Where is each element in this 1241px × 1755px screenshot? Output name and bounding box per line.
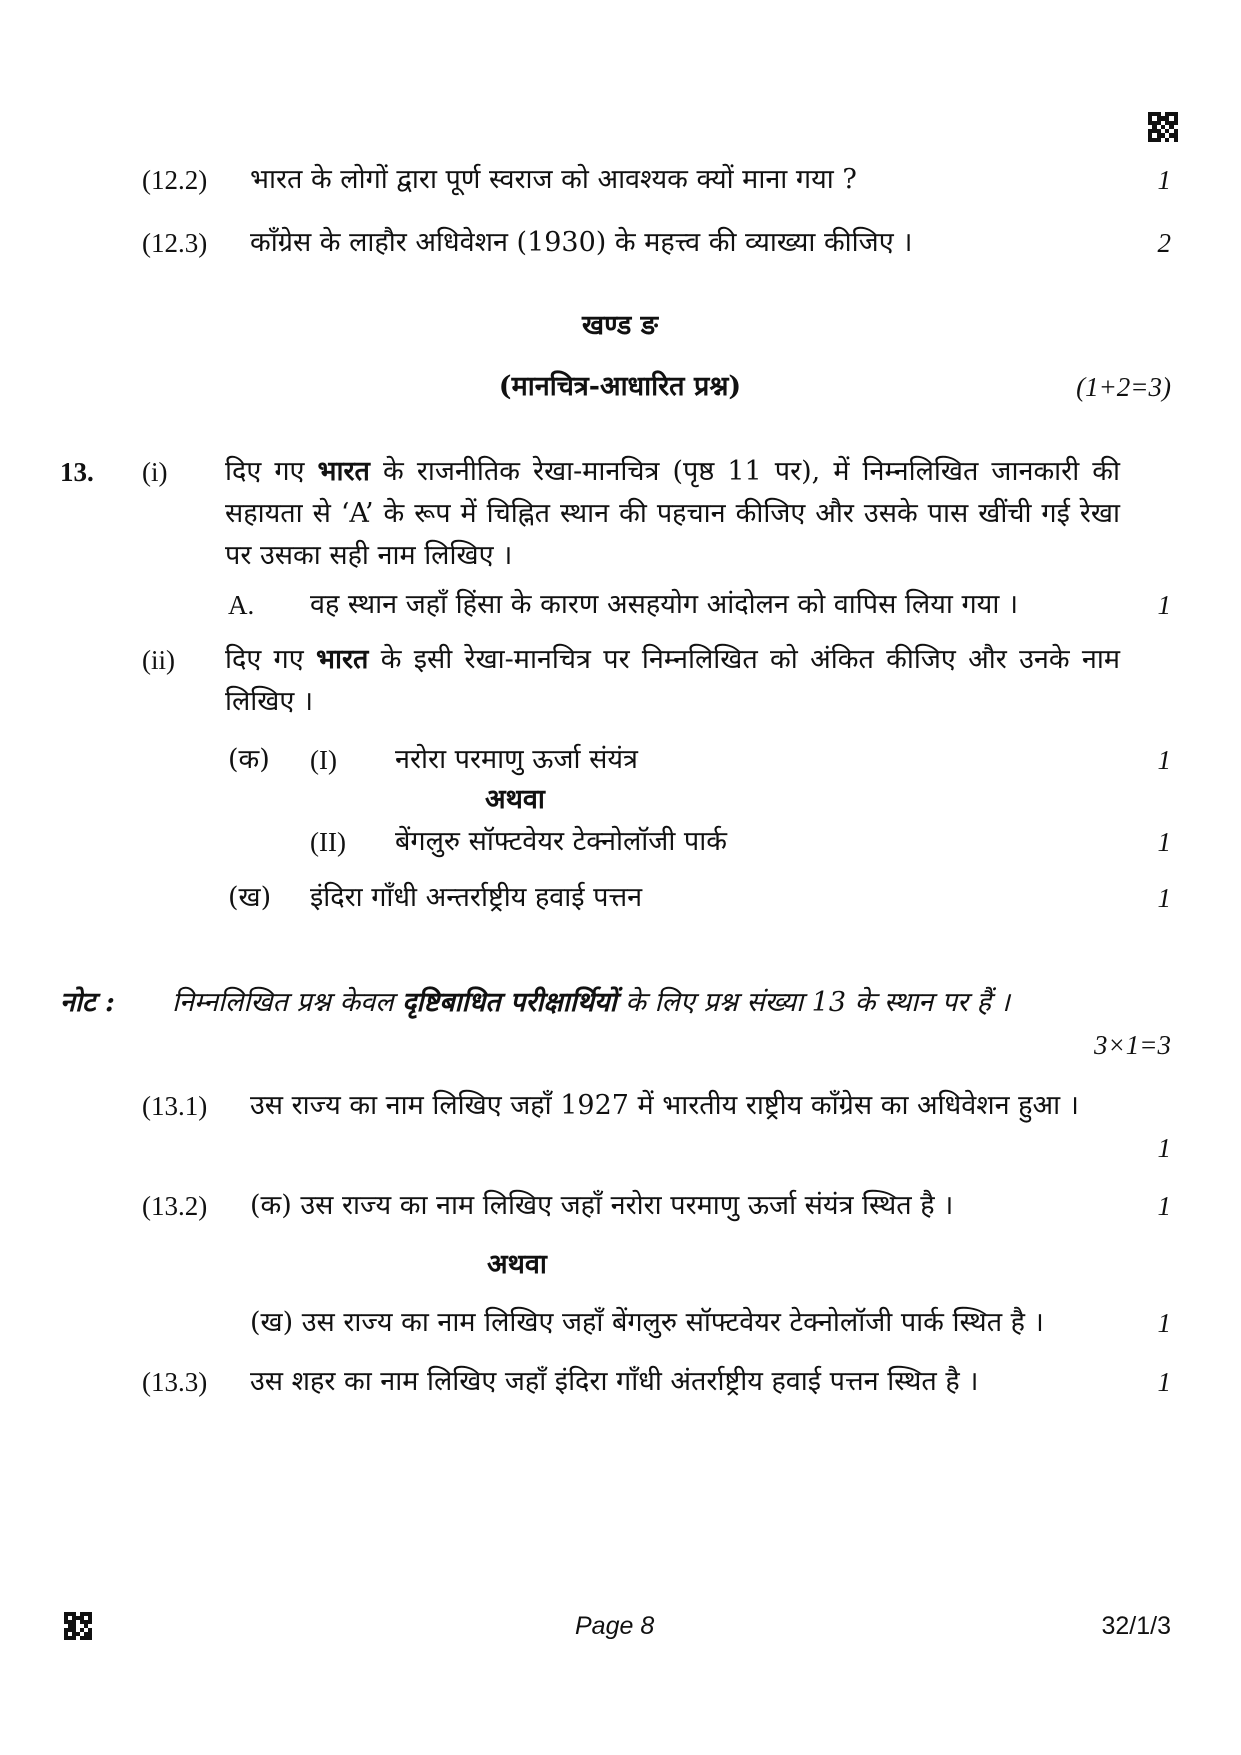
vi-13-3-text: उस शहर का नाम लिखिए जहाँ इंदिरा गाँधी अंतर्राष्ट्रीय हवाई पत्तन स्थित है ।: [250, 1366, 979, 1397]
q12-2-marks: 1: [1157, 165, 1171, 195]
page-number: Page 8: [575, 1612, 655, 1640]
q13-ka-ii-marks: 1: [1157, 827, 1171, 857]
note-marks: 3×1=3: [1094, 1030, 1171, 1060]
q13-kha-text: इंदिरा गाँधी अन्तर्राष्ट्रीय हवाई पत्तन: [310, 882, 643, 913]
note-label: नोट :: [60, 987, 115, 1018]
q13-ka-i-label: (I): [310, 745, 337, 775]
q13-athva: अथवा: [485, 784, 545, 815]
vi-13-2-number: (13.2): [142, 1191, 208, 1221]
qr-code-bottom-icon: [64, 1612, 92, 1640]
vi-13-2-kha-text: (ख) उस राज्य का नाम लिखिए जहाँ बेंगलुरु सॉफ्टवेयर टेक्नोलॉजी पार्क स्थित है ।: [250, 1307, 1044, 1338]
q12-2-number: (12.2): [142, 165, 208, 195]
vi-13-3-marks: 1: [1157, 1367, 1171, 1397]
q13-ka-label: (क): [228, 744, 270, 775]
q13-part-i-label: (i): [142, 457, 168, 487]
qr-code-top-icon: [1148, 112, 1178, 142]
paper-code: 32/1/3: [1101, 1612, 1171, 1640]
vi-athva: अथवा: [487, 1249, 547, 1280]
q13-number: 13.: [60, 457, 94, 487]
vi-13-1-marks: 1: [1157, 1133, 1171, 1163]
q13-part-ii-text: दिए गए भारत के इसी रेखा-मानचित्र पर निम्नलिखित को अंकित कीजिए और उनके नाम लिखिए ।: [225, 644, 1121, 717]
q12-3-marks: 2: [1157, 228, 1171, 258]
vi-13-3-number: (13.3): [142, 1367, 208, 1397]
q13-kha-marks: 1: [1157, 883, 1171, 913]
vi-13-2-ka-text: (क) उस राज्य का नाम लिखिए जहाँ नरोरा परमाणु ऊर्जा संयंत्र स्थित है ।: [250, 1190, 954, 1221]
q13-ka-ii-label: (II): [310, 827, 346, 857]
q13-item-a-label: A.: [228, 590, 255, 620]
vi-13-1-text: उस राज्य का नाम लिखिए जहाँ 1927 में भारतीय राष्ट्रीय काँग्रेस का अधिवेशन हुआ ।: [250, 1090, 1079, 1121]
q13-part-i-text: दिए गए भारत के राजनीतिक रेखा-मानचित्र (पृष्ठ 11 पर), में निम्नलिखित जानकारी की सहायता से ‘A’ के रूप में चिह्नित स्थान की पहचान कीजिए और उसके पास खींची गई रेखा पर उसका सही नाम लिखिए ।: [225, 456, 1121, 571]
q13-item-a-text: वह स्थान जहाँ हिंसा के कारण असहयोग आंदोलन को वापिस लिया गया ।: [310, 589, 1019, 620]
q13-ka-ii-text: बेंगलुरु सॉफ्टवेयर टेक्नोलॉजी पार्क: [395, 826, 727, 857]
q13-item-a-marks: 1: [1157, 590, 1171, 620]
vi-13-1-number: (13.1): [142, 1091, 208, 1121]
q13-ka-i-marks: 1: [1157, 745, 1171, 775]
q13-ka-i-text: नरोरा परमाणु ऊर्जा संयंत्र: [395, 744, 638, 775]
q13-kha-label: (ख): [228, 882, 272, 913]
section-subtitle: (मानचित्र-आधारित प्रश्न): [498, 371, 742, 402]
q13-part-ii-label: (ii): [142, 645, 175, 675]
q12-3-text: काँग्रेस के लाहौर अधिवेशन (1930) के महत्त्व की व्याख्या कीजिए ।: [250, 227, 913, 258]
note-text: निम्नलिखित प्रश्न केवल दृष्टिबाधित परीक्षार्थियों के लिए प्रश्न संख्या 13 के स्थान पर हैं ।: [172, 987, 1010, 1018]
vi-13-2-ka-marks: 1: [1157, 1191, 1171, 1221]
section-marks: (1+2=3): [1076, 372, 1171, 402]
section-title: खण्ड ङ: [582, 310, 658, 341]
q12-3-number: (12.3): [142, 228, 208, 258]
vi-13-2-kha-marks: 1: [1157, 1308, 1171, 1338]
q12-2-text: भारत के लोगों द्वारा पूर्ण स्वराज को आवश्यक क्यों माना गया ?: [250, 164, 857, 195]
